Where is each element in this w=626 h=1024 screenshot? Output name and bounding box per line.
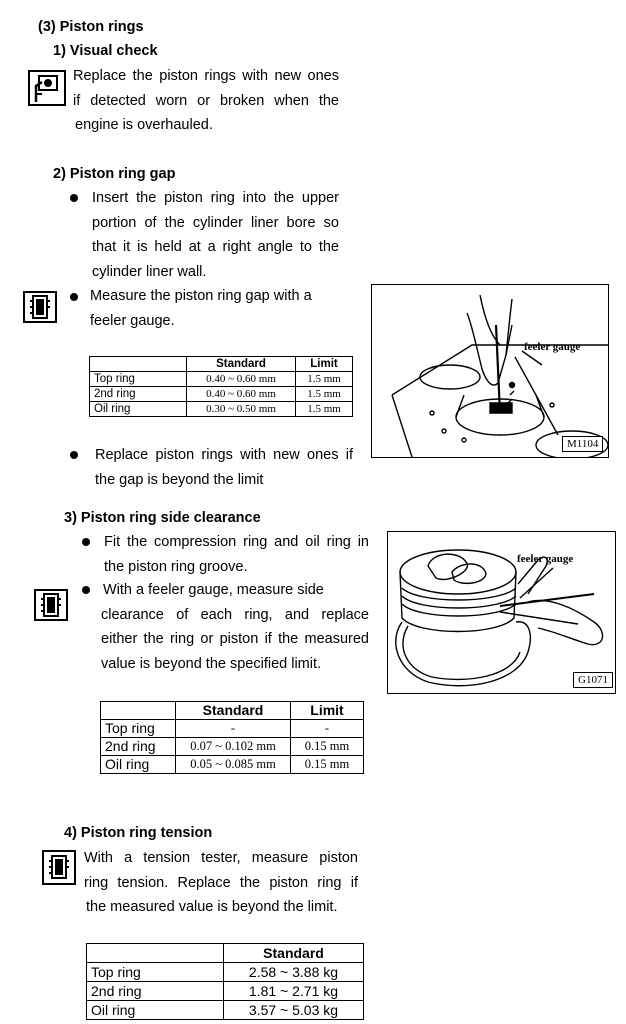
table-cell: 0.40 ~ 0.60 mm bbox=[187, 387, 296, 402]
table-row bbox=[101, 756, 364, 774]
bullet bbox=[70, 194, 78, 202]
table-cell: 2nd ring bbox=[90, 387, 187, 402]
table-header: Standard bbox=[224, 944, 364, 963]
table-cell: 1.5 mm bbox=[296, 402, 353, 417]
bullet bbox=[82, 586, 90, 594]
gap-b1-line3: that it is held at a right angle to the bbox=[92, 239, 339, 255]
bullet bbox=[82, 538, 90, 546]
table-row bbox=[87, 1001, 364, 1020]
visual-check-heading: 1) Visual check bbox=[53, 43, 158, 59]
table-cell: 1.5 mm bbox=[296, 372, 353, 387]
table-header: Standard bbox=[176, 702, 291, 720]
table-row bbox=[87, 982, 364, 1001]
gap-b1-line2: portion of the cylinder liner bore so bbox=[92, 214, 339, 231]
gap-b1-line4: cylinder liner wall. bbox=[92, 263, 207, 280]
figure-label: feeler gauge bbox=[524, 341, 581, 353]
visual-text-line2: if detected worn or broken when the bbox=[73, 92, 339, 109]
gap-b2-line2: feeler gauge. bbox=[90, 312, 175, 329]
measuring-tool-icon bbox=[23, 291, 57, 323]
table-cell: Oil ring bbox=[90, 402, 187, 417]
table-cell: 1.5 mm bbox=[296, 387, 353, 402]
table-cell: Top ring bbox=[87, 963, 224, 982]
table-cell: 0.40 ~ 0.60 mm bbox=[187, 372, 296, 387]
table-cell: Oil ring bbox=[101, 756, 176, 774]
table-cell: 0.15 mm bbox=[291, 756, 364, 774]
table-header: Standard bbox=[187, 357, 296, 372]
table-header bbox=[101, 702, 176, 720]
tension-line1: With a tension tester, measure piston bbox=[84, 850, 358, 866]
table-cell: 2nd ring bbox=[101, 738, 176, 756]
measuring-tool-icon bbox=[42, 850, 76, 885]
bullet bbox=[70, 451, 78, 459]
table-header: Limit bbox=[296, 357, 353, 372]
table-cell: Oil ring bbox=[87, 1001, 224, 1020]
bullet bbox=[70, 293, 78, 301]
table-cell: 2nd ring bbox=[87, 982, 224, 1001]
table-cell: Top ring bbox=[90, 372, 187, 387]
table-row bbox=[87, 963, 364, 982]
visual-text-line1: Replace the piston rings with new ones bbox=[73, 68, 339, 84]
tension-line3: the measured value is beyond the limit. bbox=[86, 899, 338, 915]
tension-line2: ring tension. Replace the piston ring if bbox=[84, 874, 358, 891]
ring-gap-figure bbox=[371, 284, 609, 458]
visual-text-line3: engine is overhauled. bbox=[75, 117, 213, 133]
visual-inspection-icon bbox=[28, 70, 66, 106]
ring-tension-table bbox=[86, 943, 364, 1020]
table-cell: Top ring bbox=[101, 720, 176, 738]
section-title: (3) Piston rings bbox=[38, 19, 144, 35]
ring-gap-heading: 2) Piston ring gap bbox=[53, 166, 176, 182]
table-header bbox=[90, 357, 187, 372]
gap-b2-line1: Measure the piston ring gap with a bbox=[90, 288, 312, 304]
table-cell: 0.07 ~ 0.102 mm bbox=[176, 738, 291, 756]
side-b1-line2: the piston ring groove. bbox=[104, 558, 248, 575]
piston-feeler-illustration bbox=[388, 532, 615, 693]
table-cell: 2.58 ~ 3.88 kg bbox=[224, 963, 364, 982]
feeler-gauge-illustration bbox=[372, 285, 608, 457]
table-header: Limit bbox=[291, 702, 364, 720]
side-b2-line3: either the ring or piston if the measured bbox=[101, 631, 369, 647]
table-row bbox=[101, 720, 364, 738]
side-b1-line1: Fit the compression ring and oil ring in bbox=[104, 534, 369, 550]
table-row bbox=[101, 738, 364, 756]
ring-tension-heading: 4) Piston ring tension bbox=[64, 825, 213, 841]
side-clearance-table bbox=[100, 701, 364, 774]
gap-b3-line1: Replace piston rings with new ones if bbox=[95, 447, 353, 463]
table-cell: - bbox=[291, 720, 364, 738]
table-cell: 0.15 mm bbox=[291, 738, 364, 756]
table-cell: 0.05 ~ 0.085 mm bbox=[176, 756, 291, 774]
measuring-tool-icon bbox=[34, 589, 68, 621]
side-b2-line2: clearance of each ring, and replace bbox=[101, 606, 369, 623]
table-row bbox=[90, 402, 353, 417]
table-cell: 0.30 ~ 0.50 mm bbox=[187, 402, 296, 417]
table-row bbox=[90, 387, 353, 402]
gap-b3-line2: the gap is beyond the limit bbox=[95, 471, 264, 488]
ring-gap-table bbox=[89, 356, 353, 417]
gap-b1-line1: Insert the piston ring into the upper bbox=[92, 190, 339, 206]
figure-label: feeler gauge bbox=[517, 553, 574, 565]
figure-code: G1071 bbox=[573, 672, 613, 688]
table-cell: - bbox=[176, 720, 291, 738]
table-cell: 1.81 ~ 2.71 kg bbox=[224, 982, 364, 1001]
side-clearance-figure bbox=[387, 531, 616, 694]
side-b2-line4: value is beyond the specified limit. bbox=[101, 655, 322, 672]
side-clearance-heading: 3) Piston ring side clearance bbox=[64, 510, 261, 526]
table-header bbox=[87, 944, 224, 963]
side-b2-line1: With a feeler gauge, measure side bbox=[103, 582, 324, 598]
figure-code: M1104 bbox=[562, 436, 603, 452]
table-cell: 3.57 ~ 5.03 kg bbox=[224, 1001, 364, 1020]
table-row bbox=[90, 372, 353, 387]
